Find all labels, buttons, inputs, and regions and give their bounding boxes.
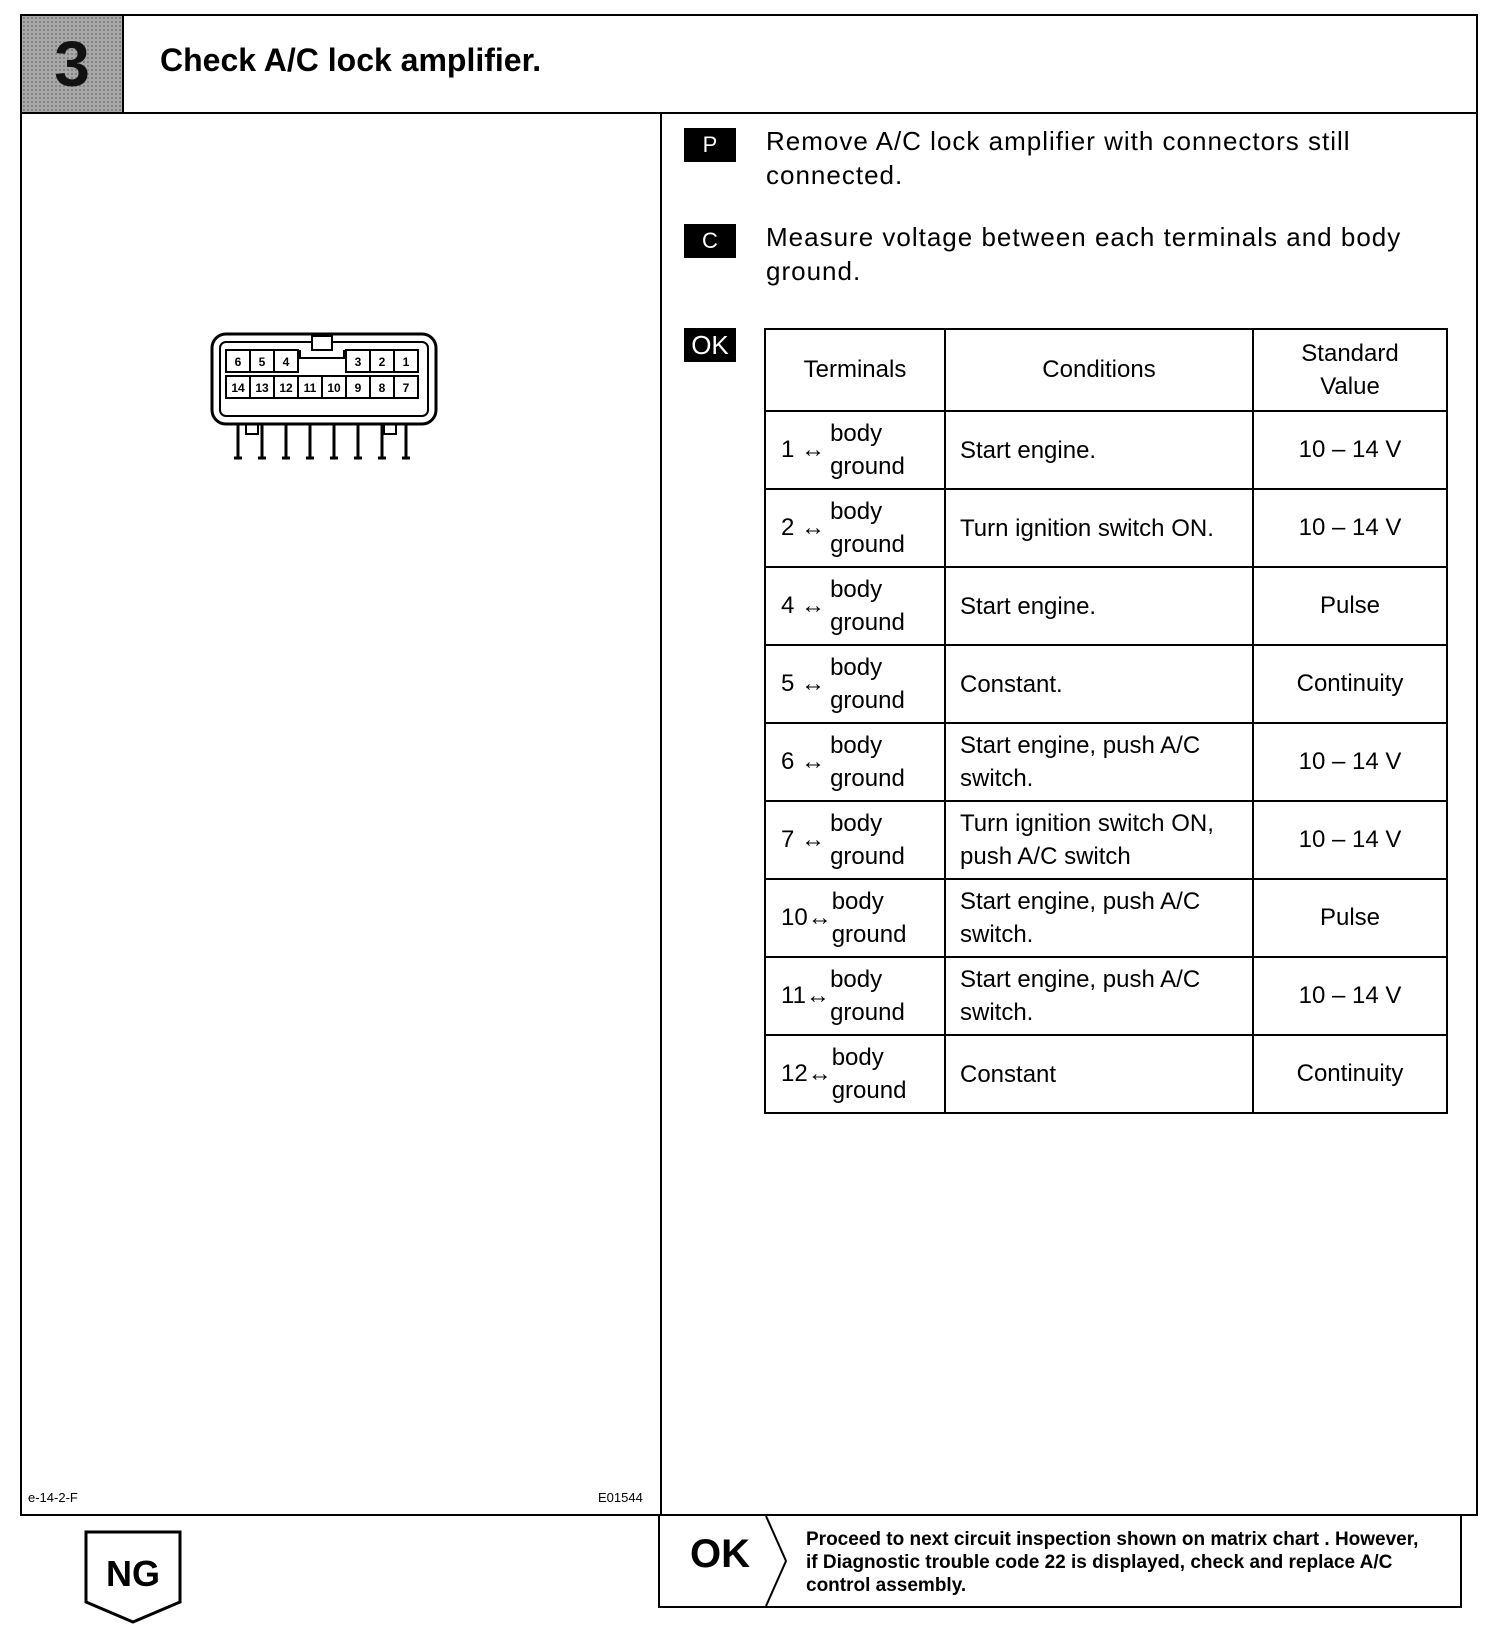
condition-cell: Start engine. xyxy=(945,567,1253,645)
check-badge: C xyxy=(684,224,736,258)
ok-result-label: OK xyxy=(690,1532,750,1576)
header-standard-value: Standard Value xyxy=(1253,329,1447,411)
spec-table xyxy=(764,328,1448,1114)
value-cell: 10 – 14 V xyxy=(1253,723,1447,801)
value-cell: 10 – 14 V xyxy=(1253,957,1447,1035)
table-row xyxy=(765,411,1447,489)
ng-label: NG xyxy=(106,1553,160,1594)
value-cell: Continuity xyxy=(1253,1035,1447,1113)
page-title: Check A/C lock amplifier. xyxy=(160,42,542,78)
terminal-ground: body ground xyxy=(831,888,907,948)
pin-label: 3 xyxy=(354,355,362,369)
terminal-number: 4 ↔ xyxy=(781,592,826,619)
prepare-badge: P xyxy=(684,128,736,162)
pin-label: 8 xyxy=(378,381,386,395)
value-cell: Pulse xyxy=(1253,567,1447,645)
connector-bottom-row xyxy=(226,376,418,398)
table-row xyxy=(765,723,1447,801)
instruction-remove: Remove A/C lock amplifier with connectors still connected. xyxy=(766,126,1351,190)
terminal-ground: body ground xyxy=(830,732,905,792)
condition-cell: Start engine. xyxy=(945,411,1253,489)
pin-label: 14 xyxy=(231,381,245,395)
connector-terminal-pins xyxy=(234,424,410,458)
step-number-box xyxy=(22,16,124,112)
chevron-right-icon xyxy=(764,1516,794,1606)
ok-result-text: Proceed to next circuit inspection shown on matrix chart . However, if Diagnostic trouble code 22 is displayed, check and replace A/C control assembly. xyxy=(806,1529,1419,1596)
condition-cell: Turn ignition switch ON, push A/C switch xyxy=(945,801,1253,879)
pin-label: 4 xyxy=(282,355,290,369)
terminal-ground: body ground xyxy=(830,810,905,870)
terminal-number: 6 ↔ xyxy=(781,748,826,775)
pin-label: 1 xyxy=(402,355,410,369)
figure-code-left: e-14-2-F xyxy=(28,1490,78,1505)
terminal-ground: body ground xyxy=(830,576,905,636)
pin-label: 5 xyxy=(258,355,266,369)
table-row xyxy=(765,567,1447,645)
header-conditions: Conditions xyxy=(945,329,1253,411)
terminal-number: 12↔ xyxy=(781,1060,832,1087)
condition-cell: Constant xyxy=(945,1035,1253,1113)
value-cell: Pulse xyxy=(1253,879,1447,957)
pin-label: 9 xyxy=(354,381,362,395)
condition-cell: Start engine, push A/C switch. xyxy=(945,879,1253,957)
column-divider xyxy=(660,112,662,1516)
pin-label: 10 xyxy=(327,381,341,395)
terminal-ground: body ground xyxy=(830,654,905,714)
table-row xyxy=(765,879,1447,957)
terminal-number: 2 ↔ xyxy=(781,514,826,541)
value-cell: 10 – 14 V xyxy=(1253,489,1447,567)
header-terminals: Terminals xyxy=(765,329,945,411)
step-number: 3 xyxy=(54,28,90,100)
value-cell: 10 – 14 V xyxy=(1253,411,1447,489)
condition-cell: Start engine, push A/C switch. xyxy=(945,957,1253,1035)
terminal-ground: body ground xyxy=(830,498,905,558)
table-row xyxy=(765,957,1447,1035)
ng-result-box xyxy=(84,1530,184,1626)
connector-diagram xyxy=(208,330,448,470)
pin-label: 7 xyxy=(402,381,410,395)
value-cell: Continuity xyxy=(1253,645,1447,723)
ok-badge: OK xyxy=(684,328,736,362)
table-header-row xyxy=(765,329,1447,411)
terminal-number: 1 ↔ xyxy=(781,436,826,463)
step-header xyxy=(20,14,1478,114)
terminal-ground: body ground xyxy=(830,420,905,480)
terminal-number: 10↔ xyxy=(781,904,832,931)
table-row xyxy=(765,489,1447,567)
table-row xyxy=(765,645,1447,723)
terminal-ground: body ground xyxy=(831,1044,907,1104)
value-cell: 10 – 14 V xyxy=(1253,801,1447,879)
left-bottom-line xyxy=(20,1514,660,1516)
ok-result-box xyxy=(658,1514,1462,1608)
table-row xyxy=(765,801,1447,879)
terminal-ground: body ground xyxy=(830,966,905,1026)
condition-cell: Turn ignition switch ON. xyxy=(945,489,1253,567)
pin-label: 12 xyxy=(279,381,293,395)
pin-label: 11 xyxy=(303,381,317,395)
pin-label: 6 xyxy=(234,355,242,369)
figure-code-right: E01544 xyxy=(598,1490,643,1505)
terminal-number: 11↔ xyxy=(781,982,830,1009)
condition-cell: Start engine, push A/C switch. xyxy=(945,723,1253,801)
terminal-number: 5 ↔ xyxy=(781,670,826,697)
terminal-number: 7 ↔ xyxy=(781,826,826,853)
condition-cell: Constant. xyxy=(945,645,1253,723)
table-row xyxy=(765,1035,1447,1113)
pin-label: 2 xyxy=(378,355,386,369)
instruction-measure: Measure voltage between each terminals and body ground. xyxy=(766,222,1402,286)
pin-label: 13 xyxy=(255,381,269,395)
